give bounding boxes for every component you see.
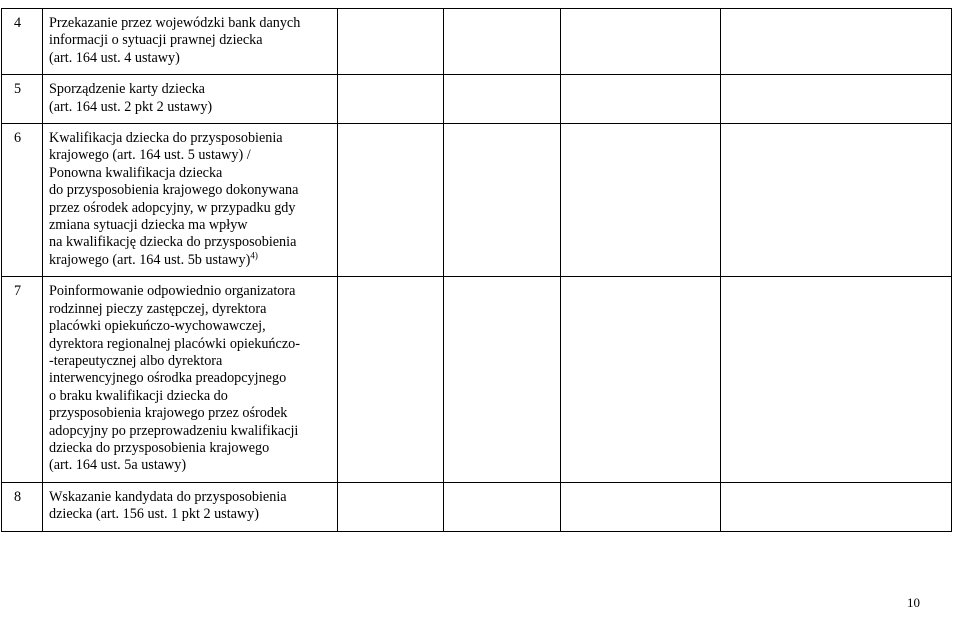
empty-cell [338,277,444,482]
description-text: zmiana sytuacji dziecka ma wpływ [49,217,248,234]
empty-cell [338,482,444,531]
table-row [2,9,952,75]
page-number: 10 [907,595,920,610]
row-description-cell [43,124,338,277]
description-line [49,32,331,49]
description-text: adopcyjny po przeprowadzeniu kwalifikacji [49,422,299,439]
description-line [49,489,331,506]
empty-cell [444,482,561,531]
description-text: placówki opiekuńczo-wychowawczej, [49,318,266,335]
row-number: 7 [14,283,22,300]
description-text: przysposobienia krajowego przez ośrodek [49,405,288,422]
description-text: (art. 164 ust. 5a ustawy) [49,457,187,474]
table-row [2,75,952,124]
empty-cell [338,124,444,277]
row-description-cell [43,277,338,482]
row-number-cell [2,482,43,531]
description-line [49,81,331,98]
row-description-cell [43,9,338,75]
description-text: Przekazanie przez wojewódzki bank danych [49,15,301,31]
description-text: krajowego (art. 164 ust. 5b ustawy) [49,251,251,268]
row-number: 4 [14,15,22,31]
table-row [2,482,952,531]
description-text: rodzinnej pieczy zastępczej, dyrektora [49,300,267,317]
description-line [49,165,331,182]
description-line [49,440,331,457]
description-text: do przysposobienia krajowego dokonywana [49,182,299,199]
description-line [49,388,331,405]
description-text: przez ośrodek adopcyjny, w przypadku gdy [49,199,296,216]
description-line [49,318,331,335]
empty-cell [721,277,952,482]
empty-cell [561,482,721,531]
description-line [49,283,331,300]
row-number-cell [2,124,43,277]
description-line [49,370,331,387]
empty-cell [721,482,952,531]
description-line [49,50,331,67]
description-line [49,252,331,269]
description-text: interwencyjnego ośrodka preadopcyjnego [49,370,287,387]
empty-cell [721,9,952,75]
empty-cell [338,75,444,124]
description-line [49,147,331,164]
empty-cell [444,75,561,124]
description-line [49,217,331,234]
description-text: informacji o sytuacji prawnej dziecka [49,32,263,49]
row-number: 8 [14,488,22,505]
row-number-cell [2,75,43,124]
empty-cell [721,124,952,277]
description-line [49,15,331,32]
empty-cell [444,277,561,482]
description-text: Sporządzenie karty dziecka [49,81,205,98]
description-text: dyrektora regionalnej placówki opiekuńczo- [49,335,300,352]
empty-cell [721,75,952,124]
description-line [49,234,331,251]
empty-cell [444,124,561,277]
description-text: (art. 164 ust. 2 pkt 2 ustawy) [49,98,213,115]
row-description-cell [43,75,338,124]
empty-cell [561,277,721,482]
empty-cell [561,124,721,277]
row-number-cell [2,9,43,75]
table-row [2,124,952,277]
description-text: Kwalifikacja dziecka do przysposobienia [49,130,283,147]
description-text: Poinformowanie odpowiednio organizatora [49,283,296,300]
description-line [49,405,331,422]
row-number: 5 [14,81,22,98]
footnote-marker: 4) [250,250,258,261]
description-text: krajowego (art. 164 ust. 5 ustawy) / [49,147,251,164]
description-line [49,200,331,217]
procedure-table [1,8,952,532]
row-number: 6 [14,130,22,147]
description-line [49,130,331,147]
description-text: Ponowna kwalifikacja dziecka [49,164,223,181]
empty-cell [561,9,721,75]
row-number-cell [2,277,43,482]
empty-cell [338,9,444,75]
empty-cell [561,75,721,124]
description-text: na kwalifikację dziecka do przysposobienia [49,234,297,251]
description-line [49,353,331,370]
description-line [49,99,331,116]
description-text: o braku kwalifikacji dziecka do [49,387,228,404]
description-text: dziecka do przysposobienia krajowego [49,439,270,456]
description-text: -terapeutycznej albo dyrektora [49,352,223,369]
description-line [49,457,331,474]
description-text: Wskazanie kandydata do przysposobienia [49,488,287,505]
empty-cell [444,9,561,75]
description-line [49,336,331,353]
description-text: (art. 164 ust. 4 ustawy) [49,49,180,66]
description-line [49,506,331,523]
table-row [2,277,952,482]
description-text: dziecka (art. 156 ust. 1 pkt 2 ustawy) [49,506,259,523]
description-line [49,182,331,199]
description-line [49,301,331,318]
row-description-cell [43,482,338,531]
description-line [49,423,331,440]
